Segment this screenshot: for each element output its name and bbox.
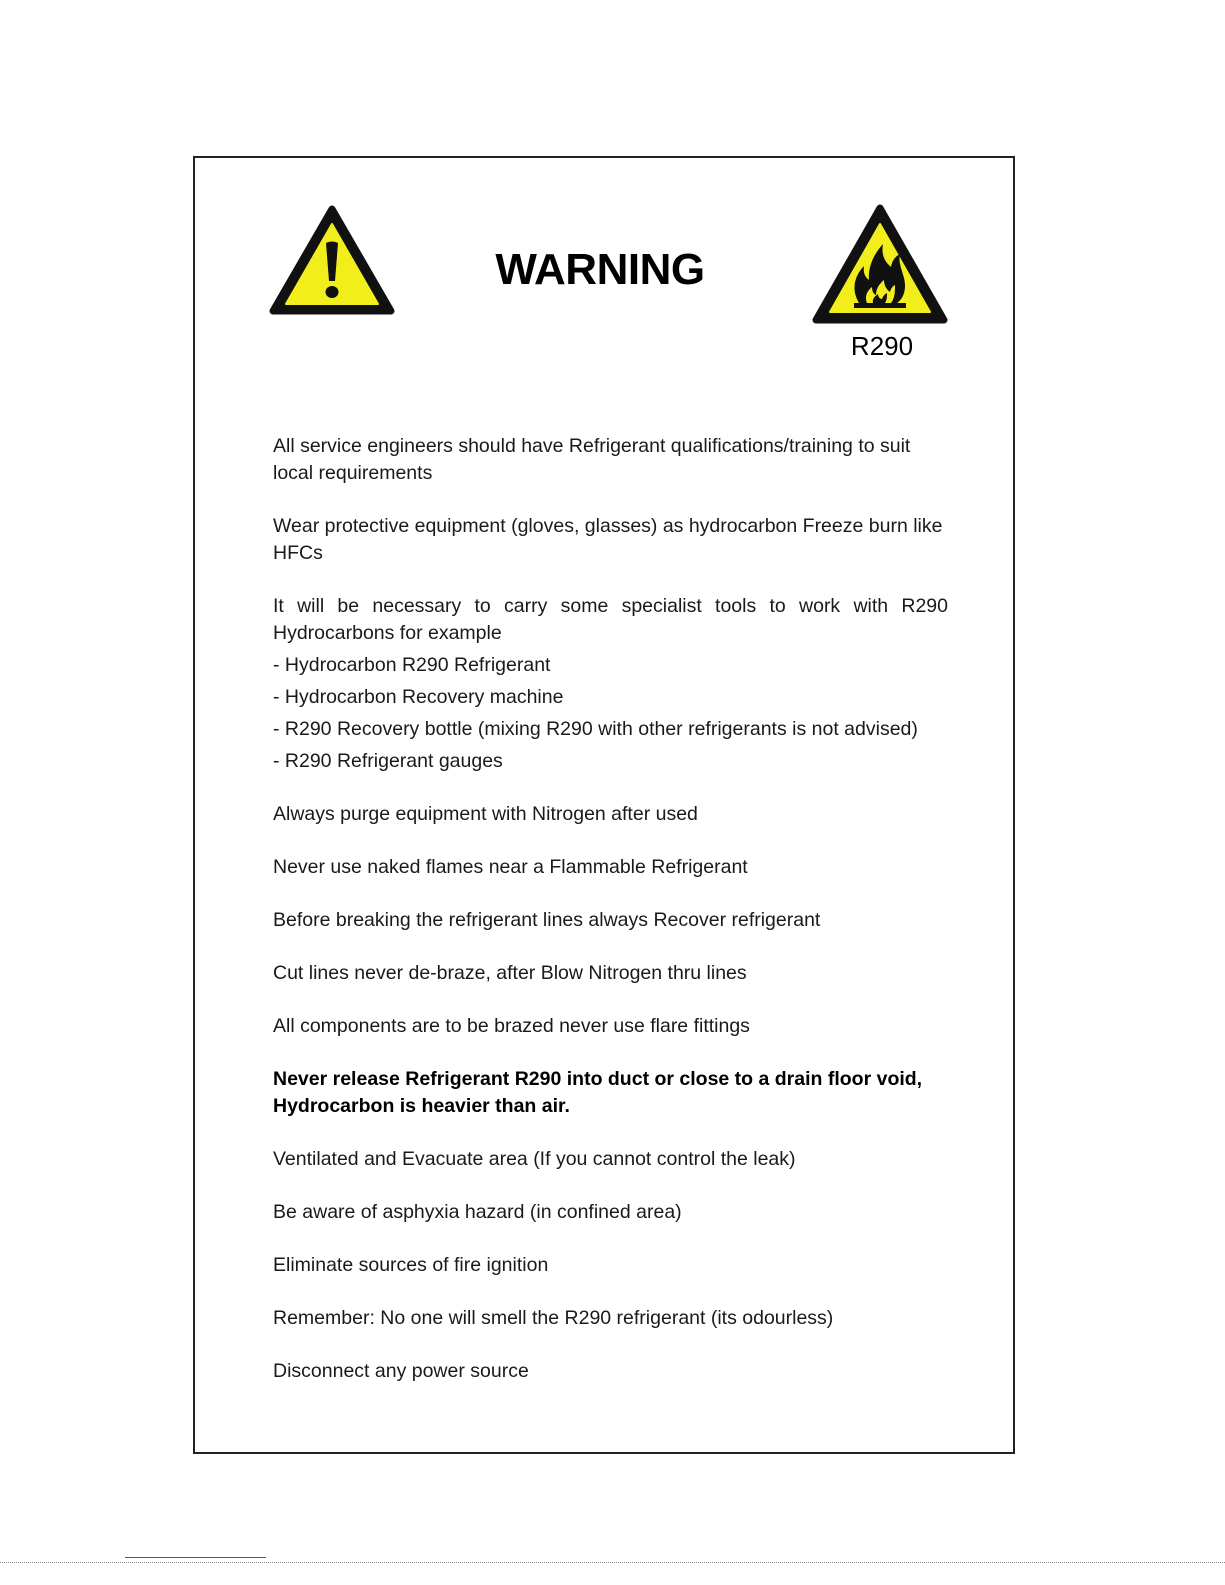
cut-lines-note: Cut lines never de-braze, after Blow Nitrogen thru lines (273, 962, 747, 984)
odourless-note: Remember: No one will smell the R290 refrigerant (its odourless) (273, 1307, 834, 1329)
specialist-tools-list (273, 652, 948, 775)
footer-divider (0, 1562, 1225, 1563)
recover-refrigerant-note: Before breaking the refrigerant lines always Recover refrigerant (273, 909, 821, 931)
protective-equipment-note: Wear protective equipment (gloves, glasses) as hydrocarbon Freeze burn like HFCs (273, 515, 943, 564)
safety-instructions (273, 433, 948, 1411)
heavier-than-air-warning: Never release Refrigerant R290 into duct or close to a drain floor void, Hydrocarbon is heavier than air. (273, 1068, 923, 1117)
qualification-note: All service engineers should have Refrigerant qualifications/training to suit local requirements (273, 435, 911, 484)
asphyxia-hazard-note: Be aware of asphyxia hazard (in confined area) (273, 1201, 682, 1223)
flammable-flame-icon (812, 204, 948, 327)
list-item: - R290 Refrigerant gauges (273, 750, 503, 772)
ventilate-evacuate-note: Ventilated and Evacuate area (If you cannot control the leak) (273, 1148, 796, 1170)
naked-flames-note: Never use naked flames near a Flammable Refrigerant (273, 856, 748, 878)
nitrogen-purge-note: Always purge equipment with Nitrogen after used (273, 803, 698, 825)
footer-link-underline (125, 1557, 266, 1558)
list-item: - Hydrocarbon Recovery machine (273, 686, 564, 708)
specialist-tools-intro: It will be necessary to carry some specialist tools to work with R290 Hydrocarbons for example (273, 595, 948, 644)
exclamation-warning-icon (269, 205, 395, 316)
page-title: WARNING (495, 245, 705, 294)
ignition-sources-note: Eliminate sources of fire ignition (273, 1254, 549, 1276)
list-item: - R290 Recovery bottle (mixing R290 with other refrigerants is not advised) (273, 718, 918, 740)
power-source-note: Disconnect any power source (273, 1360, 529, 1382)
refrigerant-type-label: R290 (850, 331, 914, 361)
list-item: - Hydrocarbon R290 Refrigerant (273, 654, 551, 676)
brazed-components-note: All components are to be brazed never use flare fittings (273, 1015, 750, 1037)
